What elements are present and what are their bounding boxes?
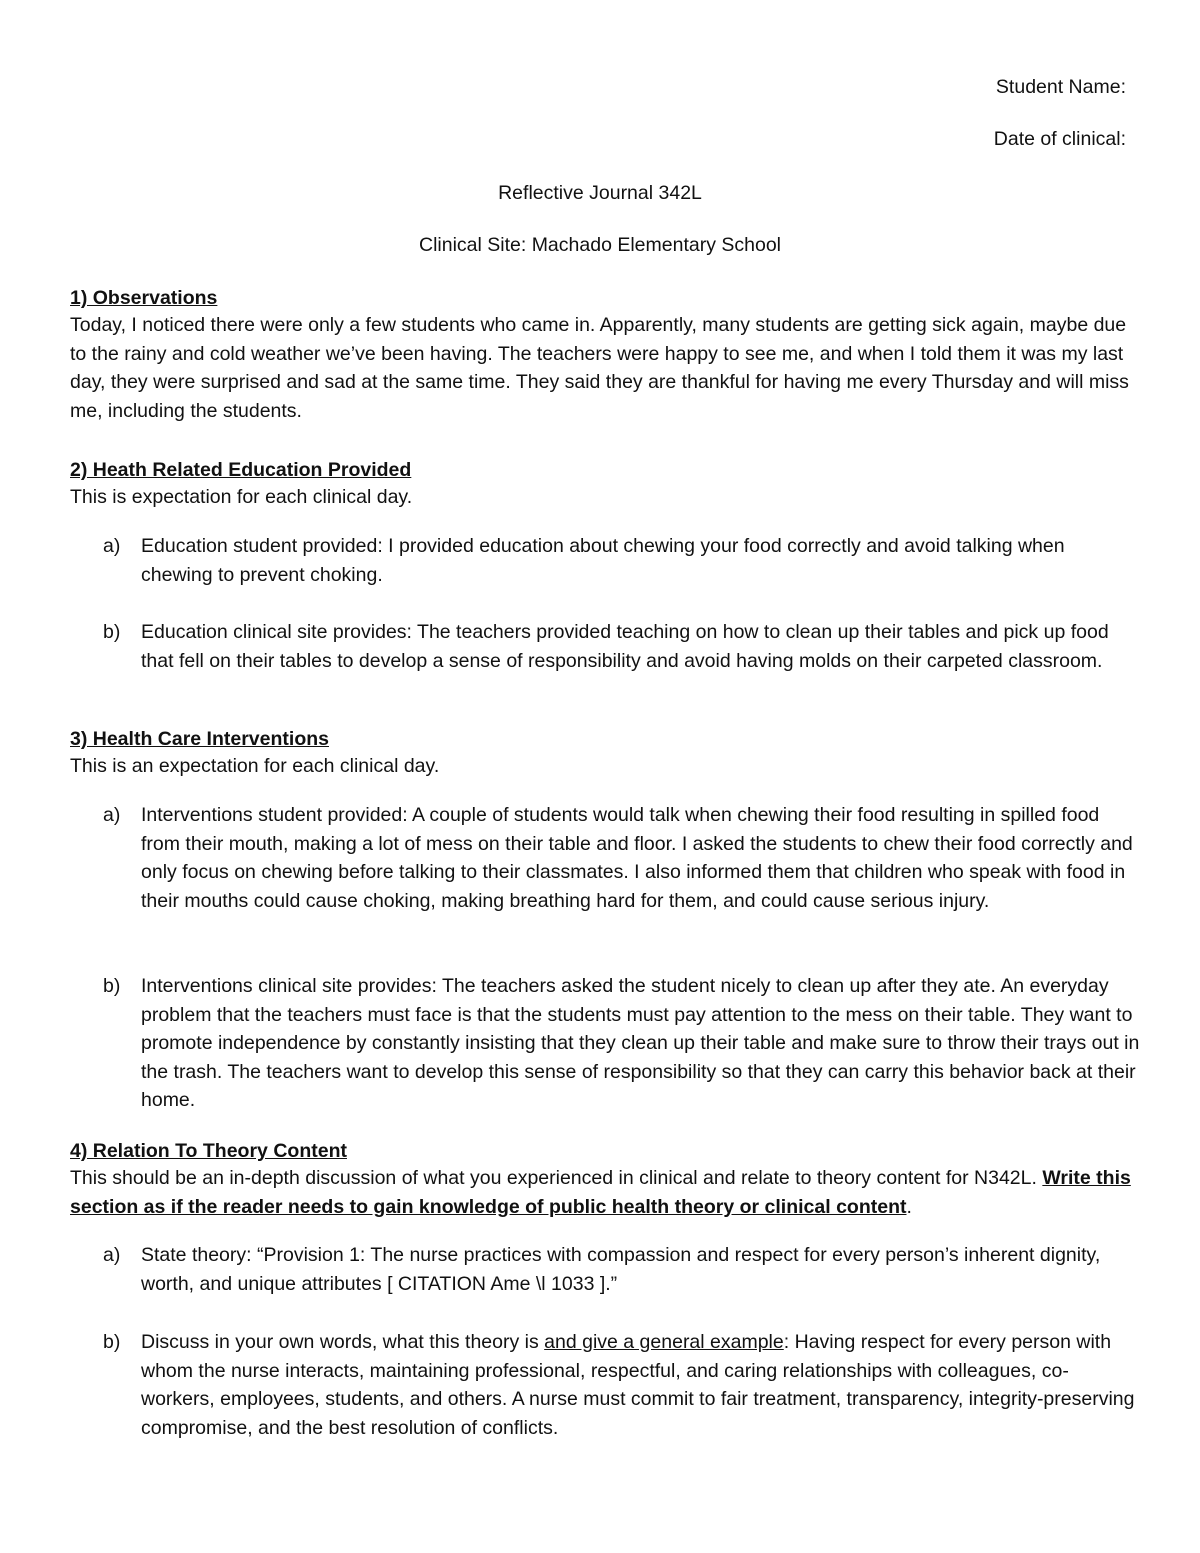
section-intro-text: This should be an in-depth discussion of what you experienced in clinical and relate to theory content for N342L. <box>70 1167 1037 1189</box>
list-item <box>70 972 1140 1115</box>
list-marker: a) <box>103 804 121 826</box>
list-item-label: Discuss in your own words, what this theory is <box>141 1331 539 1353</box>
section-heading: 2) Heath Related Education Provided <box>70 459 412 481</box>
list-marker: b) <box>103 1331 121 1353</box>
student-name-label: Student Name: <box>995 76 1126 98</box>
list-item <box>70 1241 1140 1298</box>
section-intro-end: . <box>906 1195 912 1218</box>
section-intro-emphasis: Write this section as if the reader needs to gain knowledge of public health theory or clinical content <box>70 1167 1131 1218</box>
list-item <box>70 532 1140 589</box>
list-item-emphasis: and give a general example <box>544 1331 784 1353</box>
document-title: Reflective Journal 342L <box>498 182 702 204</box>
section-intro <box>70 1164 1140 1221</box>
section-health-education <box>70 457 1140 512</box>
section-heading: 1) Observations <box>70 287 218 309</box>
list-item <box>70 801 1140 915</box>
section-observations <box>70 285 1140 425</box>
list-item-text: Education student provided: I provided education about chewing your food correctly and avoid talking when chewing to prevent choking. <box>141 535 1065 586</box>
section-heading: 4) Relation To Theory Content <box>70 1140 347 1162</box>
list-item-text: Education clinical site provides: The teachers provided teaching on how to clean up their tables and pick up food that fell on their tables to develop a sense of responsibility and avoid having molds on their carpeted classroom. <box>141 621 1109 672</box>
list-marker: a) <box>103 535 121 557</box>
section-body: Today, I noticed there were only a few students who came in. Apparently, many students are getting sick again, maybe due to the rainy and cold weather we’ve been having. The teachers were happy to see me, and when I told them it was my last day, they were surprised and sad at the same time. They said they are thankful for having me every Thursday and will miss me, including the students. <box>70 314 1129 422</box>
list-marker: b) <box>103 975 121 997</box>
list-item-text: Interventions student provided: A couple of students would talk when chewing their food resulting in spilled food from their mouth, making a lot of mess on their table and floor. I asked the students to chew their food correctly and only focus on chewing before talking to their classmates. I also informed them that children who speak with food in their mouths could cause choking, making breathing hard for them, and could cause serious injury. <box>141 804 1133 912</box>
section-intro: This is expectation for each clinical day. <box>70 486 413 508</box>
list-item-text: Interventions clinical site provides: The teachers asked the student nicely to clean up after they ate. An everyday problem that the teachers must face is that the students must pay attention to the mess on their table. They want to promote independence by constantly insisting that they clean up their table and make sure to throw their trays out in the trash. The teachers want to develop this sense of responsibility so that they can carry this behavior back at their home. <box>141 975 1140 1112</box>
date-of-clinical-label: Date of clinical: <box>993 128 1126 150</box>
section-relation-to-theory <box>70 1138 1140 1221</box>
list-item <box>70 1328 1140 1442</box>
list-item-text: State theory: “Provision 1: The nurse practices with compassion and respect for every person’s inherent dignity, worth, and unique attributes [ CITATION Ame \l 1033 ].” <box>141 1244 1101 1295</box>
section-health-care-interventions <box>70 726 1140 781</box>
section-heading: 3) Health Care Interventions <box>70 728 329 750</box>
list-marker: a) <box>103 1244 121 1266</box>
section-intro: This is an expectation for each clinical day. <box>70 755 440 777</box>
list-item-text: : Having respect for every person with whom the nurse interacts, maintaining professional, respectful, and caring relationships with colleagues, co-workers, employees, students, and others. A nurse must commit to fair treatment, transparency, integrity-preserving compromise, and the best resolution of conflicts. <box>141 1331 1135 1439</box>
clinical-site: Clinical Site: Machado Elementary School <box>418 234 781 256</box>
list-marker: b) <box>103 621 121 643</box>
list-item <box>70 618 1140 675</box>
